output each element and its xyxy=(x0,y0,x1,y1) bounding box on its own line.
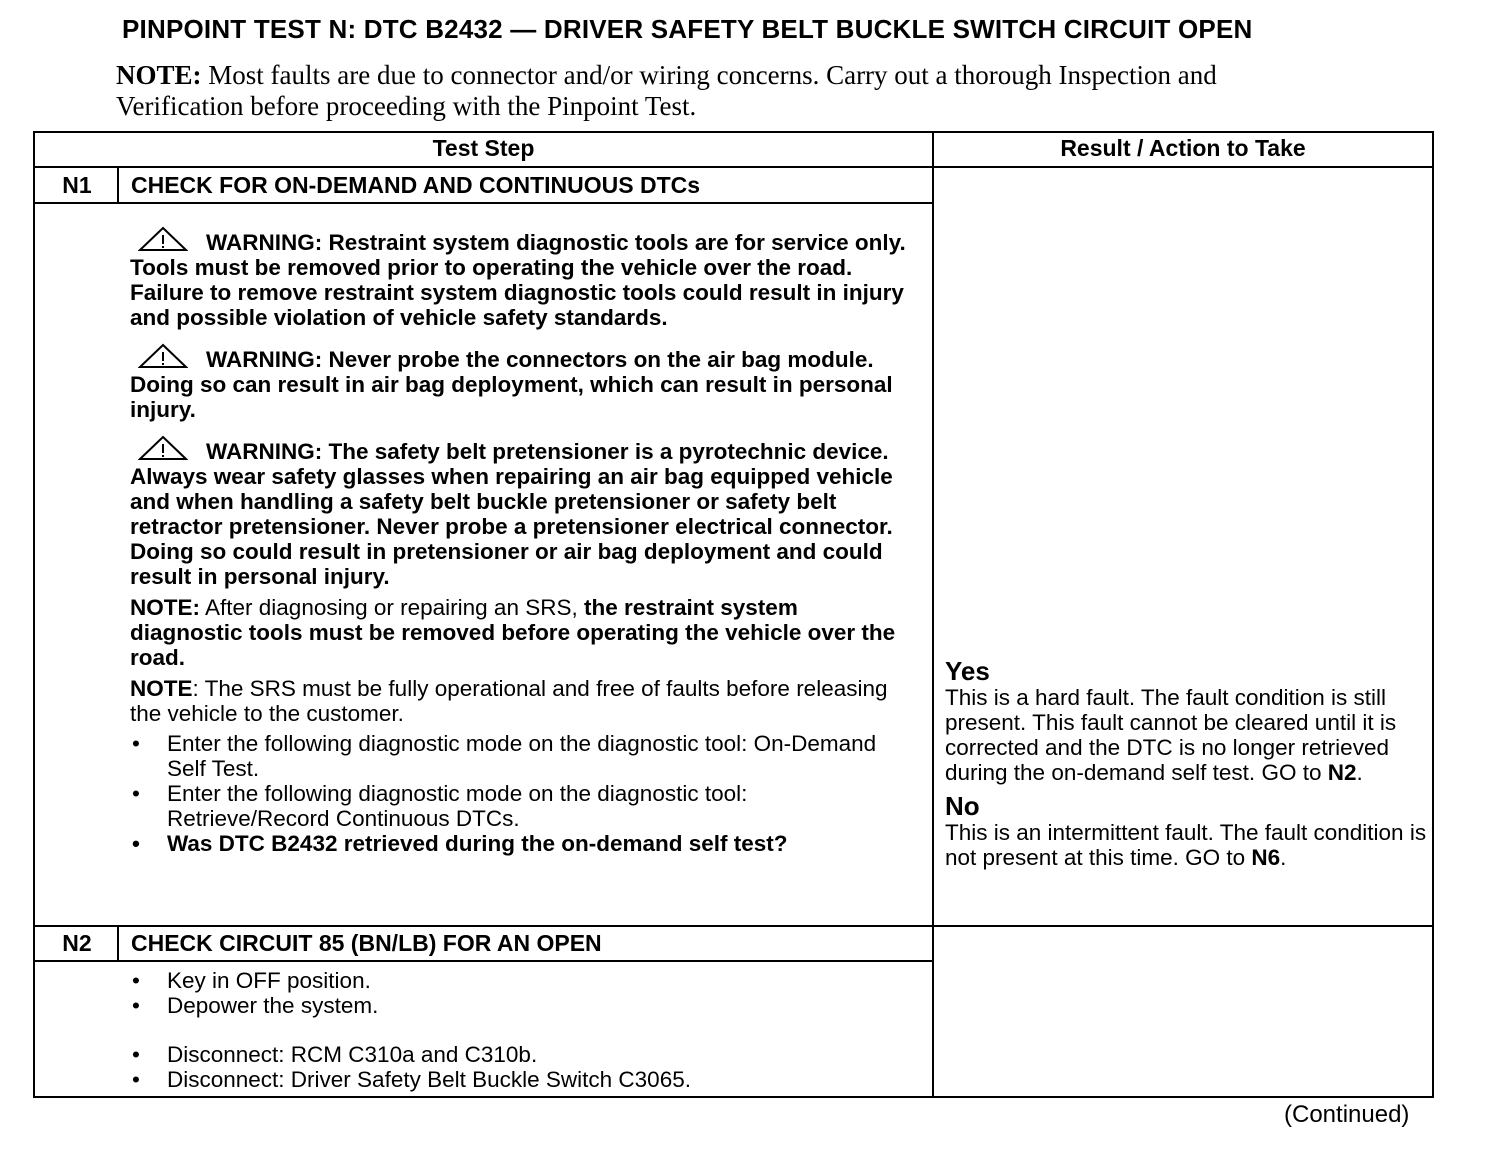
result-yes: This is a hard fault. The fault condition is still present. This fault cannot be cleared until it is corrected and the DTC is no longer retrieved during the on-demand self test. GO to N2. xyxy=(945,685,1397,785)
bullet-item: • Key in OFF position. xyxy=(130,968,910,993)
bullet-question: • Was DTC B2432 retrieved during the on-demand self test? xyxy=(130,831,910,856)
result-yes-goto: N2 xyxy=(1327,760,1357,785)
step-title-divider-n1 xyxy=(35,202,932,204)
result-no-goto: N6 xyxy=(1251,845,1281,870)
warning-1-text: WARNING: Restraint system diagnostic tools are for service only. Tools must be removed prior to operating the vehicle over the road. Failure to remove restraint system diagnostic tools could result in injury and possible violation of vehicle safety standards. xyxy=(130,230,906,330)
header-divider xyxy=(35,166,1432,168)
step-bullets-n1 xyxy=(130,731,910,856)
step-content-n1 xyxy=(130,226,910,856)
note-label: NOTE xyxy=(130,676,193,701)
bullet-item: • Depower the system. xyxy=(130,993,910,1018)
bullet-item: • Disconnect: Driver Safety Belt Buckle Switch C3065. xyxy=(130,1067,910,1092)
step-title-divider-n2 xyxy=(35,960,932,962)
warning-2-text: WARNING: Never probe the connectors on the air bag module. Doing so can result in air bag deployment, which can result in personal injury. xyxy=(130,347,893,422)
note-srs-operational xyxy=(130,676,910,726)
column-divider xyxy=(932,133,934,1096)
warning-3-text: WARNING: The safety belt pretensioner is a pyrotechnic device. Always wear safety glasses when repairing an air bag equipped vehicle and when handling a safety belt buckle pretensioner or safety belt retractor pretensioner. Never probe a pretensioner electrical connector. Doing so could result in pretensioner or air bag deployment and could result in personal injury. xyxy=(130,439,893,589)
header-result: Result / Action to Take xyxy=(1060,135,1306,161)
warning-triangle-icon xyxy=(138,435,188,461)
warning-2 xyxy=(130,343,910,422)
step-bullets-n2b xyxy=(130,1042,910,1092)
result-no-label: No xyxy=(945,791,980,821)
bullet-item: • Enter the following diagnostic mode on the diagnostic tool: On-Demand Self Test. xyxy=(130,731,910,781)
note-srs-tools xyxy=(130,595,910,670)
result-no: This is an intermittent fault. The fault condition is not present at this time. GO to N6. xyxy=(945,820,1427,870)
row-divider xyxy=(35,925,1432,927)
bullet-item: • Disconnect: RCM C310a and C310b. xyxy=(130,1042,910,1067)
result-n1 xyxy=(945,658,1430,870)
intro-note xyxy=(116,60,1296,122)
warning-triangle-icon xyxy=(138,343,188,369)
pinpoint-test-table xyxy=(33,131,1434,1098)
step-id-n1: N1 xyxy=(62,172,92,198)
note-label: NOTE: xyxy=(130,595,200,620)
warning-3 xyxy=(130,435,910,589)
page-title: PINPOINT TEST N: DTC B2432 — DRIVER SAFETY BELT BUCKLE SWITCH CIRCUIT OPEN xyxy=(122,14,1253,44)
bullet-item: • Enter the following diagnostic mode on the diagnostic tool: Retrieve/Record Continuous DTCs. xyxy=(130,781,910,831)
step-id-n2: N2 xyxy=(62,930,92,956)
result-no-text: This is an intermittent fault. The fault condition is not present at this time. GO to xyxy=(945,820,1427,870)
warning-1 xyxy=(130,226,910,330)
note-text: : The SRS must be fully operational and free of faults before releasing the vehicle to the customer. xyxy=(130,676,888,726)
step-bullets-n2a xyxy=(130,968,910,1018)
note-text: After diagnosing or repairing an SRS, xyxy=(200,595,584,620)
step-title-n1: CHECK FOR ON-DEMAND AND CONTINUOUS DTCs xyxy=(131,172,701,198)
step-content-n2 xyxy=(130,968,910,1092)
result-yes-label: Yes xyxy=(945,656,990,686)
continued-label: (Continued) xyxy=(1284,1101,1410,1128)
step-title-n2: CHECK CIRCUIT 85 (BN/LB) FOR AN OPEN xyxy=(131,930,602,956)
warning-triangle-icon xyxy=(138,226,188,252)
note-bold-text: the restraint system diagnostic tools must be removed before operating the vehicle over the road. xyxy=(130,595,896,670)
intro-note-text: Most faults are due to connector and/or wiring concerns. Carry out a thorough Inspection and Verification before proceeding with the Pinpoint Test. xyxy=(116,60,1217,121)
result-yes-text: This is a hard fault. The fault condition is still present. This fault cannot be cleared until it is corrected and the DTC is no longer retrieved during the on-demand self test. GO to xyxy=(945,685,1397,785)
header-test-step: Test Step xyxy=(432,135,535,161)
intro-note-label: NOTE: xyxy=(116,60,202,90)
